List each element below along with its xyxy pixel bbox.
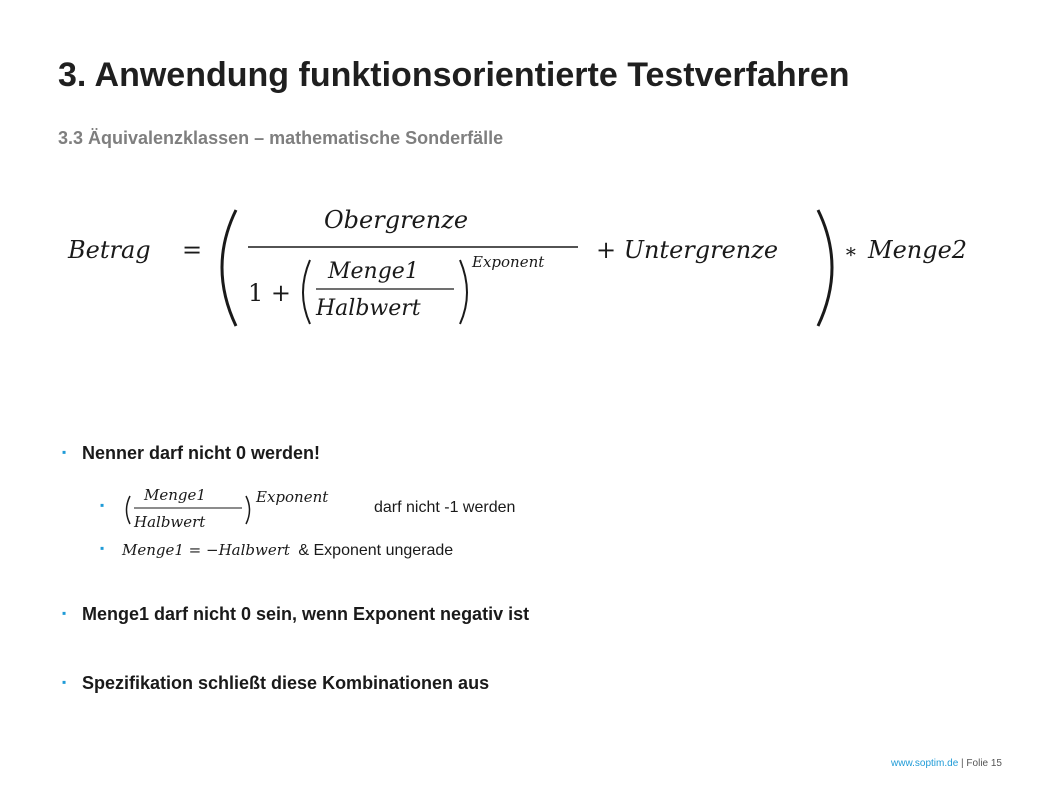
bullet-marker: ▪ xyxy=(62,606,67,620)
formula-factor: Menge2 xyxy=(868,236,968,264)
right-big-paren xyxy=(818,210,832,326)
inner-left-paren xyxy=(303,260,310,324)
formula-lhs: Betrag xyxy=(68,236,151,264)
formula-times: ∗ xyxy=(844,239,858,263)
formula-equals: = xyxy=(182,236,203,264)
sub-bullet-text: & Exponent ungerade xyxy=(298,542,454,559)
bullet-marker: ▪ xyxy=(100,498,105,513)
inner-right-paren xyxy=(460,260,467,324)
left-big-paren xyxy=(222,210,236,326)
formula-numerator: Obergrenze xyxy=(324,206,469,234)
sub-bullet-text: darf nicht -1 werden xyxy=(374,499,516,517)
page-subtitle: 3.3 Äquivalenzklassen – mathematische Sonderfälle xyxy=(58,128,504,148)
bullet-text: Spezifikation schließt diese Kombinationen aus xyxy=(82,673,490,693)
footer-separator: | xyxy=(958,758,967,769)
formula-inner-den: Halbwert xyxy=(316,296,421,321)
page-title: 3. Anwendung funktionsorientierte Testverfahren xyxy=(58,56,850,94)
main-formula xyxy=(58,200,988,335)
formula-one-plus: 1 + xyxy=(248,279,292,307)
bullet-text: Menge1 darf nicht 0 sein, wenn Exponent negativ ist xyxy=(82,604,530,624)
bullet-marker: ▪ xyxy=(62,445,67,459)
bullet-marker: ▪ xyxy=(100,541,105,555)
fraction-exp: Exponent xyxy=(256,488,329,506)
sub-bullet-fraction xyxy=(100,482,515,534)
footer-url[interactable]: www.soptim.de xyxy=(891,758,959,769)
bullet-nenner xyxy=(62,443,320,464)
formula-inner-num: Menge1 xyxy=(328,259,419,284)
footer-page: Folie 15 xyxy=(966,758,1002,769)
formula-exponent: Exponent xyxy=(472,253,545,271)
formula-plus-term: + Untergrenze xyxy=(596,236,779,264)
bullet-text: Nenner darf nicht 0 werden! xyxy=(82,443,321,463)
bullet-marker: ▪ xyxy=(62,675,67,689)
fraction-expression xyxy=(122,482,370,534)
bullet-spezifikation xyxy=(62,673,489,694)
fraction-num: Menge1 xyxy=(144,486,206,504)
fraction-den: Halbwert xyxy=(134,513,206,531)
equation-math: Menge1 = −Halbwert xyxy=(122,541,290,559)
bullet-menge1 xyxy=(62,604,529,625)
slide-footer xyxy=(891,758,1002,769)
sub-bullet-equation xyxy=(100,541,453,560)
